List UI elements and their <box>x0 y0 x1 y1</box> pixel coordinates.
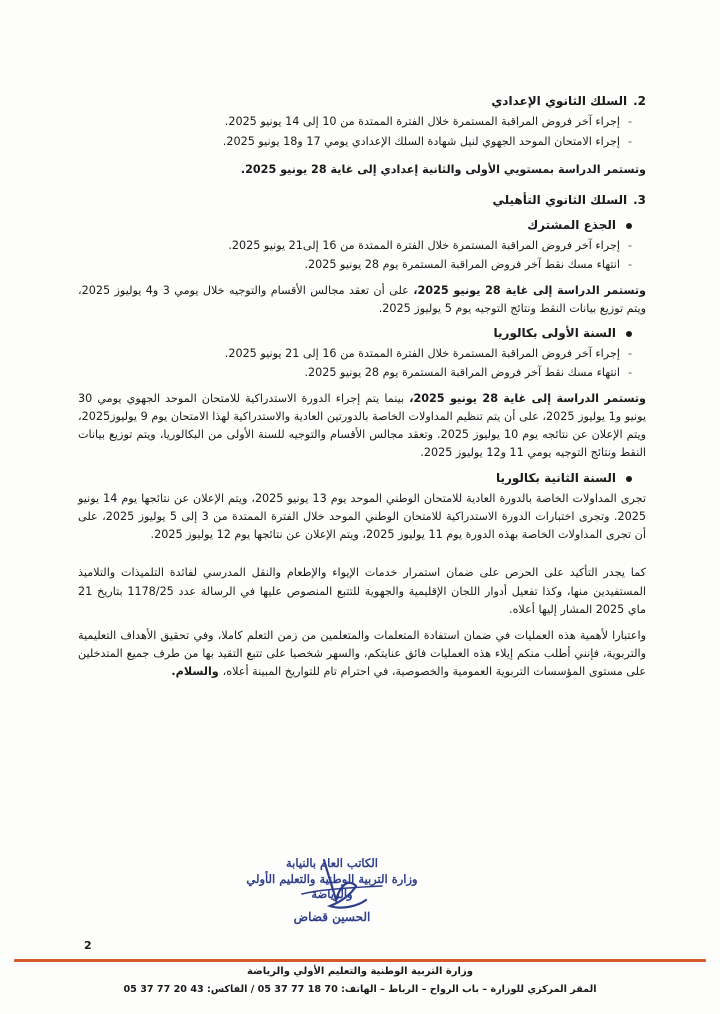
section-3-number: 3. <box>633 192 646 207</box>
list-item: - انتهاء مسك نقط آخر فروض المراقبة المستمرة يوم 28 يونيو 2025. <box>78 256 632 274</box>
section-2-title: السلك الثانوي الإعدادي <box>491 94 628 108</box>
signature-name: الحسين قضاض <box>293 909 371 924</box>
section-2-heading <box>78 92 646 111</box>
section-3-heading <box>78 191 646 210</box>
common-core-note <box>78 282 646 318</box>
first-bac-list <box>78 345 632 382</box>
list-item: - إجراء الامتحان الموحد الجهوي لنيل شهادة السلك الإعدادي يومي 17 و18 يونيو 2025. <box>78 133 632 151</box>
signature-ministry: وزارة التربية الوطنية والتعليم الأولي <box>246 871 418 886</box>
list-item: - إجراء آخر فروض المراقبة المستمرة خلال الفترة الممتدة من 16 إلى21 يونيو 2025. <box>78 237 632 255</box>
signature-stamp <box>232 856 432 938</box>
section-3-title: السلك الثانوي التأهيلي <box>492 192 628 207</box>
common-core-note-rest: على أن تعقد مجالس الأقسام والتوجيه خلال يومي 3 و4 يوليوز 2025، ويتم توزيع بيانات النقط ونتائج التوجيه يوم 5 يوليوز 2025. <box>78 284 646 316</box>
section-2-number: 2. <box>633 94 646 108</box>
section-2-list <box>78 113 632 150</box>
common-core-heading: الجذع المشترك <box>78 216 632 235</box>
closing-paragraph-2-text: واعتبارا لأهمية هذه العمليات في ضمان استفادة المتعلمات والمتعلمين من زمن التعلم كاملا، وفي تحقيق الأهداف التعليمية والتربوية، فإنني أطلب منكم إيلاء هذه العمليات فائق عنايتكم، والسهر شخصيا على تتبع التقيد بها من طرف جميع المتدخلين على مستوى المؤسسات التربوية العمومية والخصوصية، في احترام تام للتواريخ المبينة أعلاه، <box>78 628 646 679</box>
footer-organization: وزارة التربية الوطنية والتعليم الأولي والرياضة <box>247 966 473 977</box>
first-bac-heading: السنة الأولى بكالوريا <box>78 324 632 343</box>
first-bac-note-rest: بينما يتم إجراء الدورة الاستدراكية للامتحان الموحد الجهوي يومي 30 يونيو و1 يوليوز 2025، على أن يتم تنظيم المداولات الخاصة بالدورتين العادية والاستدراكية لهذا الامتحان يوم 9 يوليوز2025، ويتم الإعلان عن نتائجه يوم 10 يوليوز 2025. وتعقد مجالس الأقسام والتوجيه للسنة الأولى من البكالوريا، ويتم توزيع بيانات النقط ونتائج التوجيه يومي 11 و12 يوليوز 2025. <box>78 392 647 460</box>
second-bac-text: تجرى المداولات الخاصة بالدورة العادية للامتحان الوطني الموحد يوم 13 يونيو 2025، ويتم الإعلان عن نتائجها يوم 14 يونيو 2025. وتجرى اختبارات الدورة الاستدراكية للامتحان الوطني الموحد خلال الفترة الممتدة من 3 إلى 5 يوليوز 2025، على أن تجرى المداولات الخاصة بهذه الدورة يوم 11 يوليوز 2025، ويتم الإعلان عن نتائجها يوم 12 يوليوز 2025. <box>78 492 647 542</box>
footer-address: المقر المركزي للوزارة – باب الرواح – الرباط – الهاتف: 70 18 77 37 05 / الفاكس: 43 20 77 37 05 <box>123 984 597 995</box>
document-body <box>78 92 646 687</box>
signature-ministry-cont: والرياضة <box>311 887 353 902</box>
closing-salutation: والسلام. <box>171 665 223 679</box>
common-core-note-bold: وتستمر الدراسة إلى غاية 28 يونيو 2025، <box>413 284 646 298</box>
first-bac-note <box>78 390 646 463</box>
list-item: - إجراء آخر فروض المراقبة المستمرة خلال الفترة الممتدة من 10 إلى 14 يونيو 2025. <box>78 113 632 131</box>
closing-paragraph-2 <box>78 627 646 681</box>
list-item: - انتهاء مسك نقط آخر فروض المراقبة المستمرة يوم 28 يونيو 2025. <box>78 364 632 382</box>
list-item: - إجراء آخر فروض المراقبة المستمرة خلال الفترة الممتدة من 16 إلى 21 يونيو 2025. <box>78 345 632 363</box>
page-number: 2 <box>84 939 92 952</box>
closing-paragraph-1: كما يجدر التأكيد على الحرص على ضمان استمرار خدمات الإيواء والإطعام والنقل المدرسي لفائدة التلميذات والتلاميذ المستفيدين منها، وكذا تفعيل أدوار اللجان الإقليمية والجهوية للتتبع المنصوص عليها في الرسالة عدد 1178/25 بتاريخ 21 ماي 2025 المشار إليها أعلاه. <box>78 566 646 616</box>
first-bac-note-bold: وتستمر الدراسة إلى غاية 28 يونيو 2025، <box>409 392 646 406</box>
common-core-list <box>78 237 632 274</box>
footer-divider <box>14 959 706 962</box>
signature-title: الكاتب العام بالنيابة <box>286 856 378 870</box>
second-bac-heading: السنة الثانية بكالوريا <box>78 469 632 488</box>
section-2-note: وتستمر الدراسة بمستويي الأولى والثانية إعدادي إلى غاية 28 يونيو 2025. <box>240 162 646 176</box>
